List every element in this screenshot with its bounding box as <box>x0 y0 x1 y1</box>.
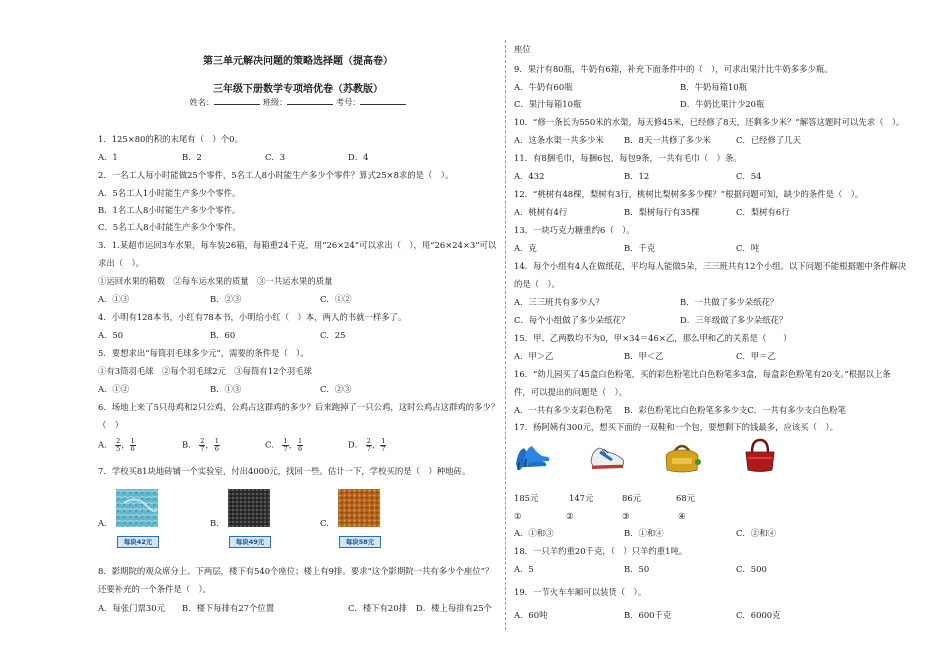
q6-option-b[interactable]: B． $\frac{2}{7}$ ， $\frac{1}{6}$ <box>182 437 219 453</box>
question-14-cont: 的是（ ）。 <box>514 279 561 289</box>
tile-caption-b: 每块49元 <box>229 536 271 548</box>
student-info-line <box>98 97 498 108</box>
q12-option-a[interactable]: A．桃树有4行 <box>514 207 568 217</box>
question-8-tail: 座位 <box>514 44 531 54</box>
q11-option-a[interactable]: A．432 <box>514 171 545 181</box>
q5-option-b[interactable]: B．①③ <box>210 384 242 394</box>
q7-option-b[interactable]: B． <box>210 518 225 528</box>
q6-option-a-label: A． <box>98 439 113 450</box>
item-mark-3: ③ <box>622 511 630 521</box>
tile-caption-a: 每块42元 <box>117 536 159 548</box>
q6-b-fraction-2: $\frac{1}{6}$ <box>214 437 219 453</box>
q5-option-a[interactable]: A．①② <box>98 384 130 394</box>
q6-option-b-label: B． <box>182 439 197 450</box>
question-18: 18．一只羊约重20千克，（ ）只羊约重1吨。 <box>514 546 688 556</box>
tile-image-b <box>228 489 270 527</box>
q19-option-b[interactable]: B．600千克 <box>624 610 672 620</box>
exam-title: 第三单元解决问题的策略选择题（提高卷） <box>203 56 393 67</box>
q10-option-b[interactable]: B．8天一共修了多少米 <box>624 135 711 145</box>
question-9: 9．果汁有80瓶，牛奶有6箱，补充下面条件中的（ ），可求出果汁比牛奶多多少瓶。 <box>514 64 833 74</box>
question-4: 4．小明有128本书，小红有78本书，小明给小红（ ）本，两人的书就一样多了。 <box>98 312 407 322</box>
q6-d-fraction-2: $\frac{1}{7}$ <box>381 437 386 453</box>
q3-option-b[interactable]: B．②③ <box>210 294 242 304</box>
q3-items: ①运回水果的箱数 ②每车运水果的质量 ③一共运水果的质量 <box>98 276 333 286</box>
item-mark-1: ① <box>514 511 522 521</box>
q8-option-c[interactable]: C．楼下有20排 <box>348 603 407 613</box>
q9-option-b[interactable]: B．牛奶每箱10瓶 <box>680 82 748 92</box>
tile-texture-c <box>338 489 380 527</box>
q18-option-c[interactable]: C．500 <box>736 564 767 574</box>
price-shoe-2: 147元 <box>569 493 594 503</box>
q13-option-c[interactable]: C．吨 <box>736 243 760 253</box>
q17-option-a[interactable]: A．①和③ <box>514 528 554 538</box>
q3-option-c[interactable]: C．①② <box>320 294 352 304</box>
question-7: 7．学校买81块地砖铺一个实验室，付出4000元，找回一些。估计一下，学校买的是（ ）种地砖。 <box>98 466 471 476</box>
q2-option-b[interactable]: B．1名工人8小时能生产多少个零件。 <box>98 205 241 215</box>
q1-option-a[interactable]: A．1 <box>98 152 118 162</box>
tile-texture-b <box>228 489 270 527</box>
q6-option-d-label: D． <box>348 439 364 450</box>
q6-c-fraction-1: $\frac{1}{7}$ <box>283 437 288 453</box>
class-label: 班级： <box>262 97 288 107</box>
question-2: 2．一名工人每小时能做25个零件，5名工人8小时能生产多少个零件？算式25×8求的是（ ）。 <box>98 170 454 180</box>
question-14: 14．每个小组有4人在做纸花，平均每人能做5朵，三三班共有12个小组。以下问题不能根据题中条件解决 <box>514 261 907 271</box>
q7-option-a[interactable]: A． <box>98 518 113 528</box>
tile-caption-c: 每块58元 <box>339 536 381 548</box>
q5-items: ①有3筒羽毛球 ②每个羽毛球2元 ③每筒有12个羽毛球 <box>98 366 312 376</box>
q14-option-c[interactable]: C．每个小组做了多少朵纸花？ <box>514 315 630 325</box>
name-blank[interactable] <box>214 97 260 105</box>
q4-option-a[interactable]: A．50 <box>98 330 124 340</box>
q12-option-b[interactable]: B．梨树每行有35棵 <box>624 207 700 217</box>
q11-option-b[interactable]: B．12 <box>624 171 650 181</box>
q17-option-b[interactable]: B．①和④ <box>624 528 664 538</box>
q6-option-d[interactable]: D． $\frac{2}{7}$ ， $\frac{1}{7}$ <box>348 437 386 453</box>
q15-option-c[interactable]: C．甲＝乙 <box>736 351 776 361</box>
q19-option-c[interactable]: C．6000克 <box>736 610 781 620</box>
q1-option-c[interactable]: C．3 <box>265 152 286 162</box>
q18-option-b[interactable]: B．50 <box>624 564 650 574</box>
q16-option-b-c[interactable]: B．彩色粉笔比白色粉笔多多少支C．一共有多少支白色粉笔 <box>624 405 846 415</box>
q6-option-a[interactable]: A． $\frac{2}{5}$ ， $\frac{1}{6}$ <box>98 437 135 453</box>
q1-option-b[interactable]: B．2 <box>182 152 202 162</box>
sneaker-icon <box>588 442 626 475</box>
high-heels-icon <box>514 440 550 475</box>
q6-b-fraction-1: $\frac{2}{7}$ <box>200 437 205 453</box>
question-5: 5．要想求出“每筒羽毛球多少元”，需要的条件是（ ）。 <box>98 348 309 358</box>
exam-subtitle: 三年级下册数学专项培优卷（苏教版） <box>213 84 383 95</box>
q5-option-c[interactable]: C．②③ <box>320 384 352 394</box>
q10-option-c[interactable]: C．已经修了几天 <box>736 135 802 145</box>
duffel-bag-icon <box>662 440 702 477</box>
q14-option-b[interactable]: B．一共做了多少朵纸花？ <box>680 297 779 307</box>
q1-option-d[interactable]: D．4 <box>348 152 369 162</box>
item-mark-2: ② <box>566 511 574 521</box>
price-bag-2: 68元 <box>676 493 696 503</box>
q14-option-d[interactable]: D．三年级做了多少朵纸花？ <box>680 315 788 325</box>
q6-option-c-label: C． <box>265 439 280 450</box>
q15-option-a[interactable]: A．甲＞乙 <box>514 351 554 361</box>
question-1: 1．125×80的积的末尾有（ ）个0。 <box>98 134 243 144</box>
q4-option-b[interactable]: B．60 <box>210 330 236 340</box>
question-8-cont: 还要补充的一个条件是（ ）。 <box>98 584 212 594</box>
q8-option-d[interactable]: D．楼上每排有25个 <box>416 603 492 613</box>
question-3-cont: 求出（ ）。 <box>98 258 145 268</box>
question-6: 6．场地上来了5只母鸡和2只公鸡，公鸡占这群鸡的多少？后来跑掉了一只公鸡，这时公鸡占这群鸡的多少？ <box>98 402 500 412</box>
price-shoe-1: 185元 <box>514 493 539 503</box>
price-bag-1: 86元 <box>622 493 642 503</box>
number-blank[interactable] <box>360 97 406 105</box>
item-mark-4: ④ <box>678 511 686 521</box>
q16-option-a[interactable]: A．一共有多少支彩色粉笔 <box>514 405 613 415</box>
q13-option-a[interactable]: A．克 <box>514 243 537 253</box>
question-16: 16．“幼儿园买了45盒白色粉笔，买的彩色粉笔比白色粉笔多3盒，每盒彩色粉笔有20支。”根据以上条 <box>514 369 891 379</box>
q2-option-c[interactable]: C．5名工人8小时能生产多少个零件。 <box>98 222 241 232</box>
question-6-cont: （ ） <box>98 420 124 430</box>
question-10: 10．“修一条长为550米的水渠，每天修45米，已经修了8天，还剩多少米？”解答这题时可以先求（ ）。 <box>514 117 905 127</box>
q6-a-fraction-2: $\frac{1}{6}$ <box>130 437 135 453</box>
tile-image-a <box>116 489 158 527</box>
number-label: 考号： <box>335 97 361 107</box>
question-19: 19．一节火车车厢可以装货（ ）。 <box>514 587 647 597</box>
q2-option-a[interactable]: A．5名工人1小时能生产多少个零件。 <box>98 188 241 198</box>
q10-option-a[interactable]: A．这条水渠一共多少米 <box>514 135 604 145</box>
q4-option-c[interactable]: C．25 <box>320 330 346 340</box>
tile-image-c <box>338 489 380 527</box>
q18-option-a[interactable]: A．5 <box>514 564 534 574</box>
class-blank[interactable] <box>287 97 333 105</box>
q6-d-fraction-1: $\frac{2}{7}$ <box>366 437 371 453</box>
q17-option-c[interactable]: C．②和④ <box>736 528 776 538</box>
q9-option-d[interactable]: D．牛奶比果汁少20瓶 <box>680 99 765 109</box>
question-17: 17．杨阿姨有300元，想买下面的一双鞋和一个包，要想剩下的钱最多，应该买（ ）。 <box>514 422 838 432</box>
question-12: 12．“桃树有48棵，梨树有3行，桃树比梨树多多少棵？”根据问题可知，缺少的条件是（ ）。 <box>514 189 864 199</box>
question-11: 11．有8捆毛巾，每捆6包，每包9条，一共有毛巾（ ）条。 <box>514 153 742 163</box>
q8-option-a[interactable]: A．每张门票30元 <box>98 603 165 613</box>
name-label: 姓名： <box>189 97 215 107</box>
q9-option-c[interactable]: C．果汁每箱10瓶 <box>514 99 582 109</box>
q6-c-fraction-2: $\frac{1}{6}$ <box>297 437 303 453</box>
tile-texture-a <box>116 489 158 527</box>
question-13: 13．一块巧克力糖重约6（ ）。 <box>514 225 635 235</box>
q12-option-c[interactable]: C．梨树有6行 <box>736 207 790 217</box>
question-3: 3．1.某超市运回3车水果，每车装26箱，每箱重24千克，用“26×24”可以求出（ ），用“26×24×3”可以 <box>98 240 497 250</box>
q14-option-a[interactable]: A．三三班共有多少人？ <box>514 297 604 307</box>
q6-a-fraction-1: $\frac{2}{5}$ <box>116 437 121 453</box>
q3-option-a[interactable]: A．①③ <box>98 294 130 304</box>
question-16-cont: 件，可以提出的问题是（ ）。 <box>514 387 628 397</box>
q11-option-c[interactable]: C．54 <box>736 171 762 181</box>
q13-option-b[interactable]: B．千克 <box>624 243 656 253</box>
question-8: 8．影期院的观众席分上、下两层，楼下有540个座位；楼上有9排。要求“这个影期院一共有多少个座位”？ <box>98 566 494 576</box>
q19-option-a[interactable]: A．60吨 <box>514 610 548 620</box>
q8-option-b[interactable]: B．楼下每排有27个位置 <box>182 603 275 613</box>
column-divider <box>505 40 506 630</box>
handbag-icon <box>742 438 778 477</box>
q15-option-b[interactable]: B．甲＜乙 <box>624 351 664 361</box>
question-15: 15．甲、乙两数均不为0，甲×34＝46×乙，那么甲和乙的关系是（ ） <box>514 333 792 343</box>
q6-option-c[interactable]: C． $\frac{1}{7}$ ， $\frac{1}{6}$ <box>265 437 303 453</box>
q9-option-a[interactable]: A．牛奶有60瓶 <box>514 82 573 92</box>
q7-option-c[interactable]: C． <box>320 518 335 528</box>
